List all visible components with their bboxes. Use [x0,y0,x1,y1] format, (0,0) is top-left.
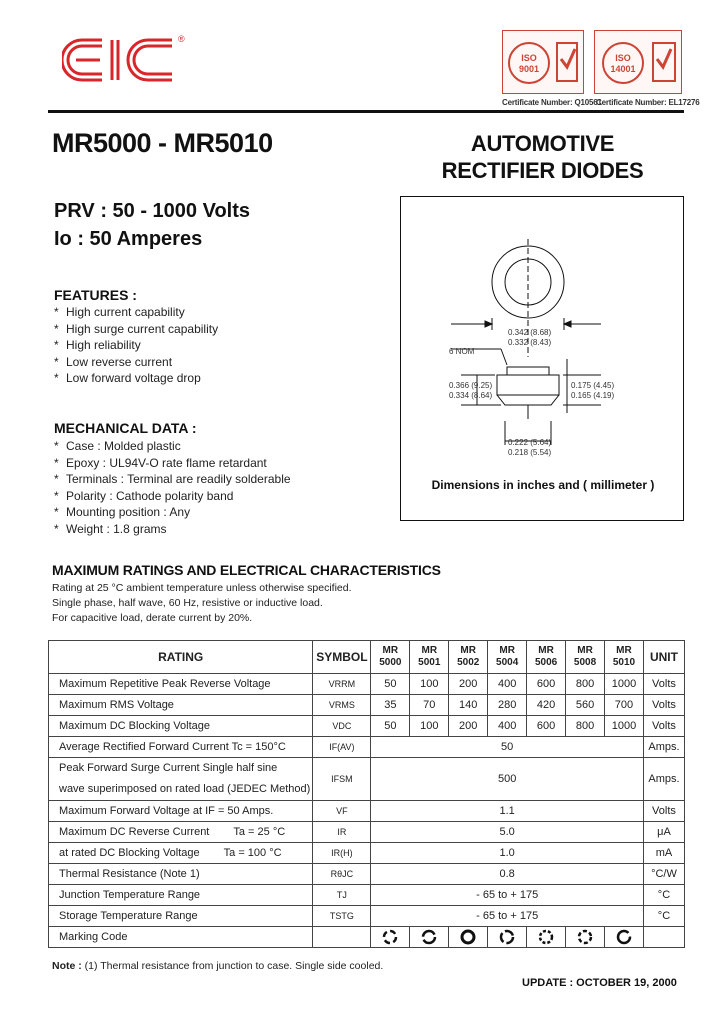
io-spec: Io : 50 Amperes [54,228,203,250]
condition-line: For capacitive load, derate current by 20%. [52,612,253,624]
update-date: UPDATE : OCTOBER 19, 2000 [522,977,677,989]
dimensions-caption: Dimensions in inches and ( millimeter ) [431,478,655,492]
feature-item: * Low reverse current [54,354,218,371]
header-unit: UNIT [643,641,684,674]
table-row: Peak Forward Surge Current Single half sine wave superimposed on rated load (JEDEC Method) IFSM 500 Amps. [49,758,685,801]
table-row-marking: Marking Code [49,927,685,948]
mechanical-item: * Terminals : Terminal are readily solderable [54,471,291,488]
header-model: MR 5004 [488,641,527,674]
feature-item: * High surge current capability [54,321,218,338]
marking-code-icon [449,927,488,948]
package-outline-drawing [401,197,685,522]
svg-text:®: ® [178,34,185,44]
part-range-title: MR5000 - MR5010 [52,128,273,158]
dim-left-min: 0.334 (8.64) [449,391,493,400]
table-row: Maximum Forward Voltage at IF = 50 Amps. VF 1.1 Volts [49,801,685,822]
header-divider [48,110,684,113]
dim-bot-max: 0.222 (5.64) [508,438,552,447]
marking-code-icon [566,927,605,948]
prv-spec: PRV : 50 - 1000 Volts [54,200,251,222]
table-row: at rated DC Blocking Voltage Ta = 100 °C IR(H) 1.0 mA [49,843,685,864]
condition-line: Rating at 25 °C ambient temperature unless otherwise specified. [52,582,352,594]
table-row: Storage Temperature Range TSTG - 65 to + 175 °C [49,906,685,927]
table-row: Maximum DC Blocking Voltage VDC 50 100 200 400 600 800 1000 Volts [49,716,685,737]
dim-lead-nom: 6 NOM [449,347,475,356]
header-rating: RATING [49,641,313,674]
ratings-table [48,640,685,948]
feature-item: * Low forward voltage drop [54,370,218,387]
mechanical-item: * Case : Molded plastic [54,438,291,455]
table-row: Junction Temperature Range TJ - 65 to + 175 °C [49,885,685,906]
mechanical-item: * Weight : 1.8 grams [54,521,291,538]
product-title-line1: AUTOMOTIVE [470,131,615,156]
marking-code-icon [527,927,566,948]
svg-text:9001: 9001 [518,64,540,74]
dim-top-min: 0.332 (8.43) [508,338,552,347]
mechanical-item: * Epoxy : UL94V-O rate flame retardant [54,455,291,472]
eic-logo [62,30,192,90]
header-model: MR 5008 [566,641,605,674]
header-model: MR 5002 [449,641,488,674]
header-model: MR 5000 [371,641,410,674]
marking-code-icon [410,927,449,948]
header-symbol: SYMBOL [313,641,371,674]
marking-code-icon [604,927,643,948]
svg-text:14001: 14001 [610,64,636,74]
marking-code-icon [488,927,527,948]
dim-top-max: 0.342 (8.68) [508,328,552,337]
marking-code-icon [371,927,410,948]
condition-line: Single phase, half wave, 60 Hz, resistive or inductive load. [52,597,323,609]
dim-bot-min: 0.218 (5.54) [508,448,552,457]
dim-right-min: 0.165 (4.19) [571,391,615,400]
dim-left-max: 0.366 (9.25) [449,381,493,390]
table-header-row [49,641,685,674]
features-list [54,304,218,387]
header-model: MR 5001 [410,641,449,674]
mechanical-item: * Polarity : Cathode polarity band [54,488,291,505]
header-model: MR 5006 [527,641,566,674]
table-row: Maximum DC Reverse Current Ta = 25 °C IR 5.0 μA [49,822,685,843]
ratings-title: MAXIMUM RATINGS AND ELECTRICAL CHARACTERISTICS [52,562,441,578]
feature-item: * High reliability [54,337,218,354]
table-row: Maximum RMS Voltage VRMS 35 70 140 280 420 560 700 Volts [49,695,685,716]
mechanical-list [54,438,291,537]
table-row: Maximum Repetitive Peak Reverse Voltage VRRM 50 100 200 400 600 800 1000 Volts [49,674,685,695]
package-drawing-box [400,196,684,521]
eic-logo-mark [62,30,192,90]
table-row: Average Rectified Forward Current Tc = 150°C IF(AV) 50 Amps. [49,737,685,758]
mechanical-item: * Mounting position : Any [54,504,291,521]
cert2-label: Certificate Number: EL17276 [596,98,700,107]
header-model: MR 5010 [604,641,643,674]
feature-item: * High current capability [54,304,218,321]
dim-right-max: 0.175 (4.45) [571,381,615,390]
mechanical-heading: MECHANICAL DATA : [54,420,197,436]
product-title-line2: RECTIFIER DIODES [441,158,644,183]
iso9001-badge [502,30,584,94]
svg-text:ISO: ISO [615,53,631,63]
cert1-label: Certificate Number: Q10561 [502,98,602,107]
features-heading: FEATURES : [54,287,137,303]
footnote: Note : (1) Thermal resistance from junction to case. Single side cooled. [52,960,384,972]
iso14001-badge [594,30,682,94]
svg-text:ISO: ISO [521,53,537,63]
table-row: Thermal Resistance (Note 1) RθJC 0.8 °C/W [49,864,685,885]
